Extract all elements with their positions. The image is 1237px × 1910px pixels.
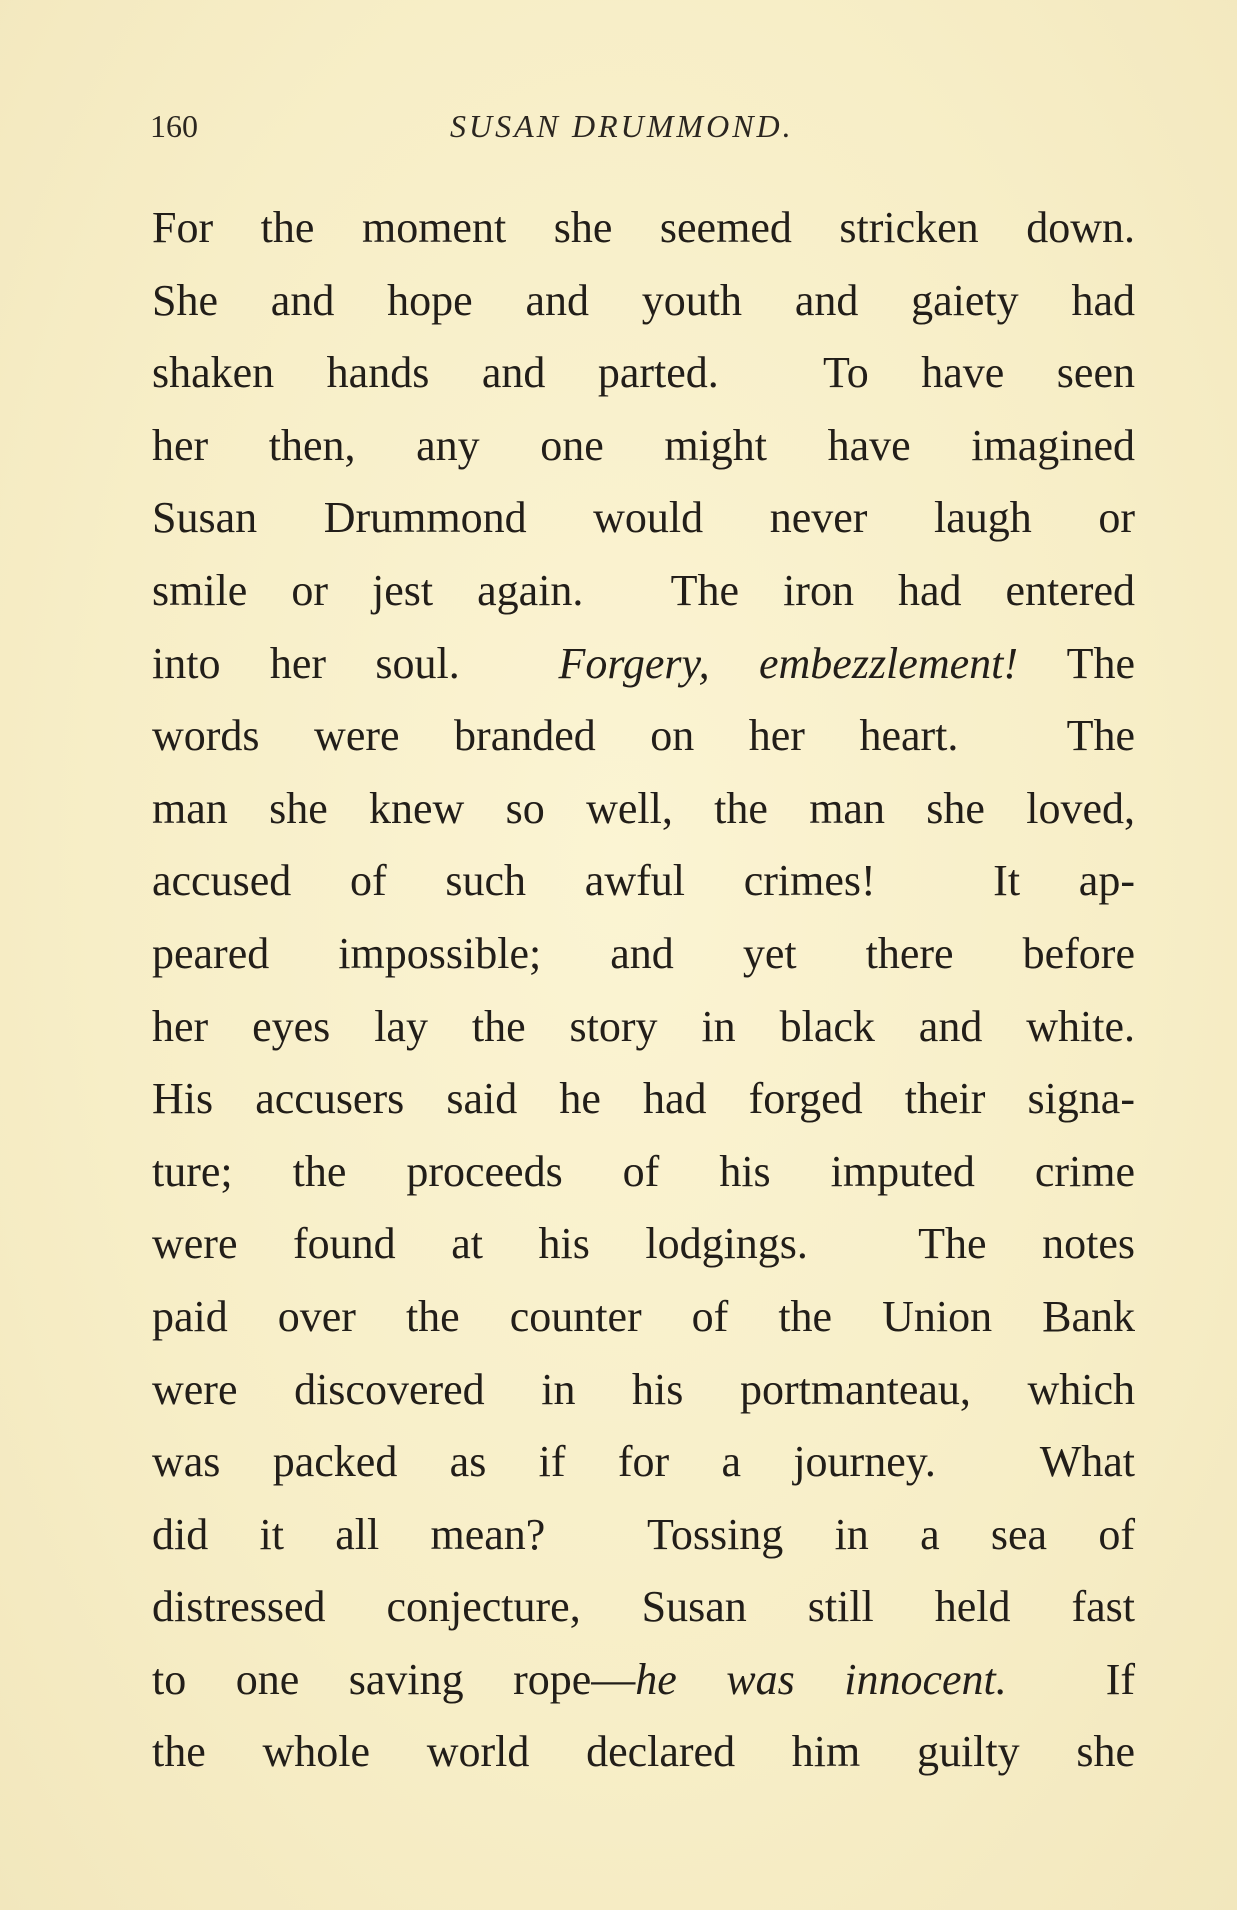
- italic-phrase: Forgery, embezzlement!: [558, 638, 1018, 688]
- text-line: to one saving rope—he was innocent. If: [152, 1654, 1135, 1704]
- text-line: accused of such awful crimes! It ap-: [152, 856, 1135, 906]
- text-line: did it all mean? Tossing in a sea of: [152, 1509, 1135, 1559]
- text-line: Susan Drummond would never laugh or: [152, 493, 1135, 543]
- text-line: paid over the counter of the Union Bank: [152, 1291, 1135, 1341]
- running-title: SUSAN DRUMMOND.: [450, 108, 794, 144]
- body-text: [152, 192, 1135, 1789]
- text-line: were found at his lodgings. The notes: [152, 1219, 1135, 1269]
- text-line: For the moment she seemed stricken down.: [152, 203, 1135, 252]
- text-line: shaken hands and parted. To have seen: [152, 348, 1135, 398]
- text-line: her then, any one might have imagined: [152, 420, 1135, 470]
- text-line: His accusers said he had forged their signa-: [152, 1074, 1135, 1124]
- text-line: her eyes lay the story in black and white.: [152, 1001, 1135, 1051]
- text-line: into her soul. Forgery, embezzlement! The: [152, 638, 1135, 688]
- text-line: words were branded on her heart. The: [152, 711, 1135, 761]
- text-line: were discovered in his portmanteau, which: [152, 1364, 1135, 1414]
- text-line: man she knew so well, the man she loved,: [152, 783, 1135, 833]
- page-number: 160: [150, 108, 198, 144]
- text-line: peared impossible; and yet there before: [152, 928, 1135, 978]
- text-line: distressed conjecture, Susan still held fast: [152, 1582, 1135, 1632]
- text-line: smile or jest again. The iron had entered: [152, 565, 1135, 615]
- text-line: was packed as if for a journey. What: [152, 1437, 1135, 1487]
- text-line: ture; the proceeds of his imputed crime: [152, 1146, 1135, 1196]
- text-line: She and hope and youth and gaiety had: [152, 275, 1135, 325]
- running-head: [150, 108, 1150, 148]
- italic-phrase: he was innocent.: [635, 1654, 1007, 1704]
- text-line: the whole world declared him guilty she: [152, 1727, 1135, 1777]
